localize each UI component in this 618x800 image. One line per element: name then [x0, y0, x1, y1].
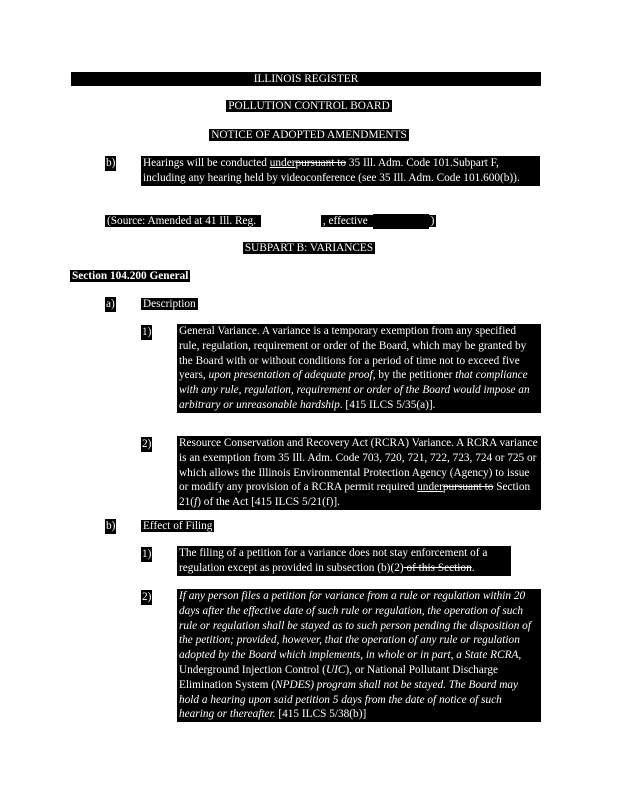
item-b2-text2: ), or National Pollutant Discharge Elimination System (: [179, 663, 498, 691]
item-b1-strike: of this Section: [403, 561, 472, 574]
item-b1-label: 1): [142, 548, 152, 560]
item-b2-italic1: If any person files a petition for variance from a rule or regulation within 20 days after the effective date of such rule or regulation, the operation of such rule or regulation shall be stayed as to such person pending the disposition of the petition; provided, however, that the operation of any rule or regulation adopted by the Board which implements, in whole or in part, a State RCRA,: [179, 590, 531, 662]
item-b2-label: 2): [142, 591, 152, 603]
item-a-label: a): [106, 298, 115, 310]
source-post: ): [430, 215, 435, 227]
subpart-heading: SUBPART B: VARIANCES: [244, 242, 374, 254]
item-a1-text1: General Variance. A variance is a temporary exemption from any specified rule, regulation, requirement or order of the Board, which may be granted by the Board with or without conditions for a period of time not to exceed five years,: [179, 325, 527, 382]
item-a-title: Description: [143, 298, 196, 310]
item-a2-label: 2): [142, 438, 152, 450]
item-b-title-wrap: [141, 519, 214, 534]
source-pre: (Source: Amended at 41 Ill. Reg.: [107, 215, 259, 227]
item-b2-italic3: NPDES: [275, 678, 311, 691]
item-b-title: Effect of Filing: [143, 520, 213, 532]
item-a2-text2: Section 21(: [179, 481, 531, 509]
item-a2-text3: ) of the Act [415 ILCS 5/21(f)].: [197, 496, 340, 509]
item-a-title-wrap: [141, 297, 198, 312]
item-b2-italic4: ) program shall not be stayed. The Board may hold a hearing upon said petition 5 days from the date of notice of such hearing or thereafter.: [179, 678, 519, 721]
section-heading-wrap: [70, 269, 190, 284]
item-a2-text: [177, 436, 541, 510]
item-b1-text2: .: [471, 561, 475, 574]
section-heading: Section 104.200 General: [72, 270, 189, 282]
item-b2-italic2: UIC: [325, 663, 346, 676]
register-title: ILLINOIS REGISTER: [253, 73, 359, 85]
item-b-top-text-a: Hearings will be conducted: [143, 157, 270, 169]
item-b1-text1: The filing of a petition for a variance does not stay enforcement of a regulation except as provided in subsection (b)(2): [179, 547, 488, 574]
item-b2-text3: [415 ILCS 5/38(b)]: [275, 708, 367, 721]
item-a1-italic1: upon presentation of adequate proof,: [208, 369, 376, 382]
item-b-top-label: b): [106, 157, 116, 169]
item-b-top-strike: pursuant to: [295, 157, 347, 169]
item-a1-italic2: that compliance with any rule, regulation, requirement or order of the Board would impose an arbitrary or unreasonable hardship: [179, 369, 530, 411]
item-b2-text: [177, 589, 541, 722]
subpart-heading-wrap: [0, 241, 618, 256]
notice-title-wrap: [0, 128, 618, 143]
notice-title: NOTICE OF ADOPTED AMENDMENTS: [211, 129, 407, 141]
item-a2-strike: pursuant to: [442, 481, 494, 494]
item-a1-label: 1): [142, 326, 152, 338]
item-a2-italic: f: [194, 496, 198, 509]
source-date-block: [373, 214, 429, 229]
item-b2-text1: Underground Injection Control (: [179, 663, 326, 676]
item-a1-text2: by the petitioner: [375, 369, 456, 382]
item-b-top-insert: under: [269, 157, 296, 169]
item-a1-text3: . [415 ILCS 5/35(a)].: [339, 398, 436, 411]
item-a1-text: [177, 324, 541, 413]
item-a2-insert: under: [417, 481, 443, 494]
source-mid: , effective: [322, 215, 371, 227]
source-line: [105, 214, 436, 229]
register-header-bar: [71, 72, 541, 86]
item-b-label: b): [106, 520, 116, 532]
item-b1-text: [177, 546, 511, 576]
item-a2-text1: Resource Conservation and Recovery Act (RCRA) Variance. A RCRA variance is an exemption from 35 Ill. Adm. Code 703, 720, 721, 722, 723, 724 or 725 or which allows the Illinois Environmental Protection Agency (Agency) to issue or modify any provision of a RCRA permit required: [179, 437, 538, 494]
agency-title-wrap: [0, 99, 618, 114]
item-b-top-text: [141, 156, 540, 186]
item-b-top-text-b: 35 Ill. Adm. Code 101.Subpart F, including any hearing held by videoconference (see 35 Ill. Adm. Code 101.600(b)).: [143, 157, 520, 184]
agency-title: POLLUTION CONTROL BOARD: [228, 100, 390, 112]
